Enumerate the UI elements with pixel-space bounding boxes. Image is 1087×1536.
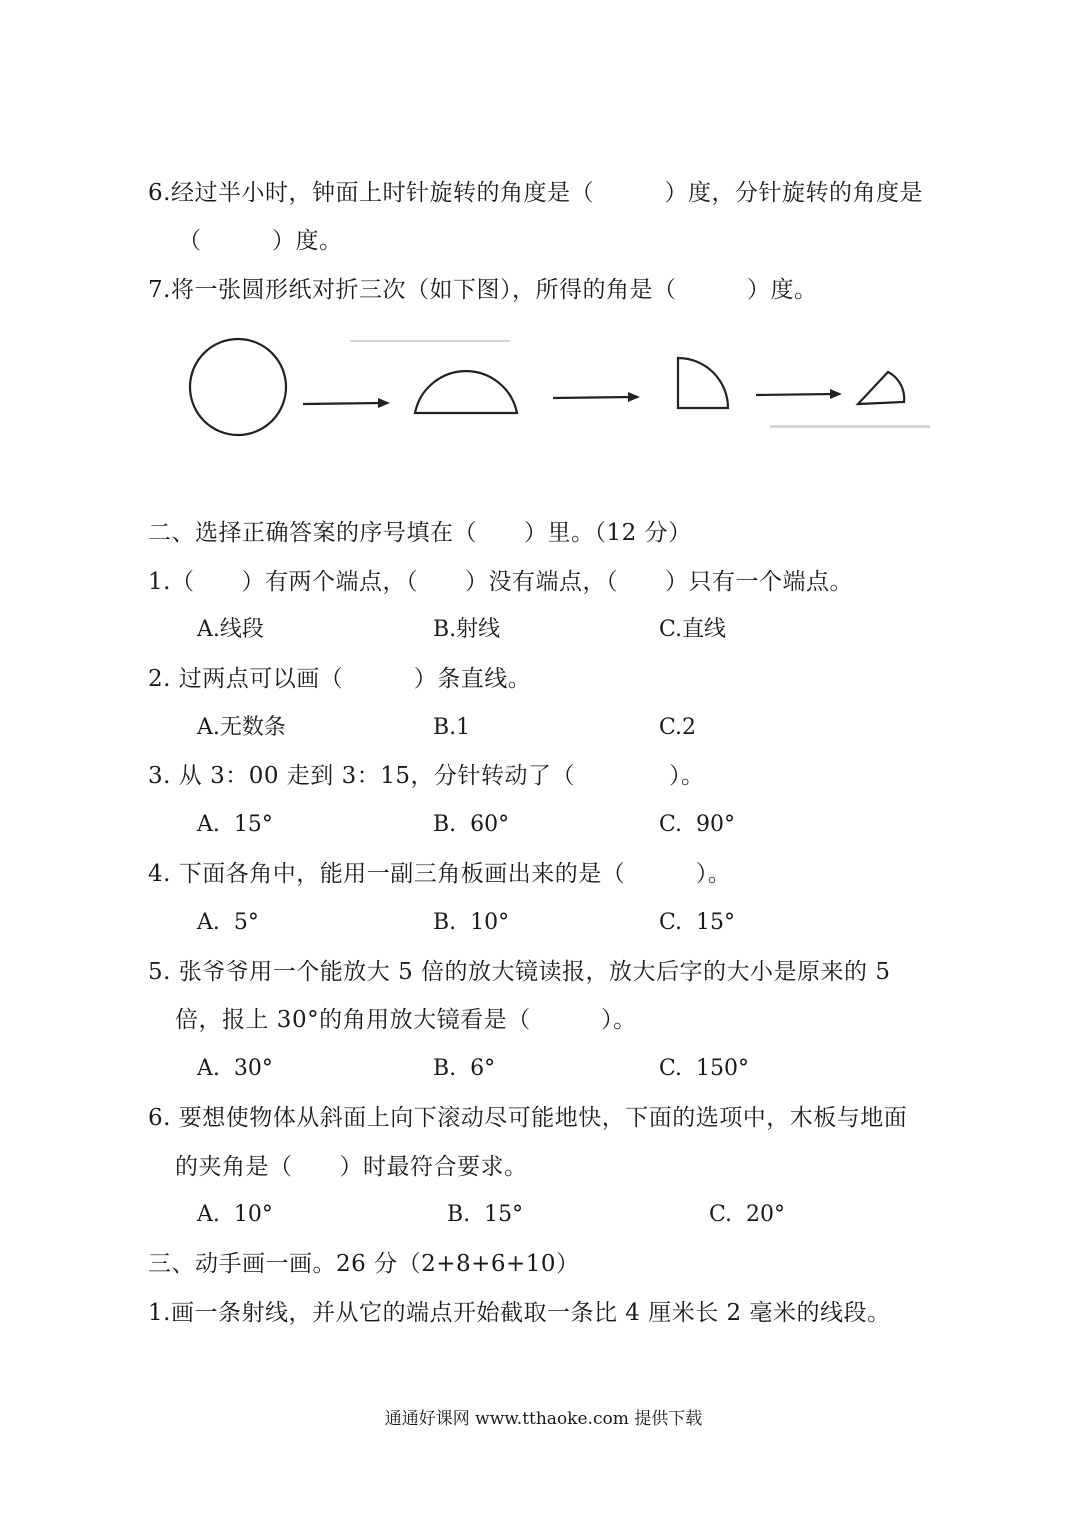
- full-circle-shape: [190, 339, 286, 435]
- choice-question-6-line-1: 6. 要想使物体从斜面上向下滚动尽可能地快，下面的选项中，木板与地面: [148, 1105, 908, 1131]
- q1-option-c: C.直线: [659, 617, 727, 642]
- choice-question-6-line-2: 的夹角是（ ）时最符合要求。: [175, 1154, 528, 1180]
- arrow-1: [303, 403, 382, 404]
- q5-option-b: B. 6°: [433, 1056, 496, 1081]
- q4-option-b: B. 10°: [433, 910, 510, 935]
- section-2-heading: 二、选择正确答案的序号填在（ ）里。（12 分）: [148, 520, 692, 546]
- choice-question-5-line-2: 倍，报上 30°的角用放大镜看是（ ）。: [175, 1007, 637, 1033]
- arrow-2: [553, 397, 632, 398]
- q3-option-b: B. 60°: [433, 812, 510, 837]
- scan-noise: [770, 425, 930, 428]
- scan-noise: [350, 340, 510, 342]
- choice-question-1: 1.（ ）有两个端点，（ ）没有端点，（ ）只有一个端点。: [148, 569, 853, 595]
- choice-question-2: 2. 过两点可以画（ ）条直线。: [148, 666, 532, 692]
- q1-option-b: B.射线: [433, 617, 501, 642]
- choice-question-3: 3. 从 3：00 走到 3：15，分针转动了（ ）。: [148, 763, 705, 789]
- q6-option-c: C. 20°: [709, 1202, 786, 1227]
- page-footer: 通通好课网 www.tthaoke.com 提供下载: [384, 1409, 703, 1429]
- q6-option-b: B. 15°: [447, 1202, 524, 1227]
- question-6-line-2: （ ）度。: [178, 228, 343, 254]
- q3-option-c: C. 90°: [659, 812, 736, 837]
- q2-option-b: B.1: [433, 715, 471, 740]
- quarter-circle-shape: [678, 358, 728, 408]
- drawing-question-1: 1.画一条射线，并从它的端点开始截取一条比 4 厘米长 2 毫米的线段。: [148, 1300, 891, 1326]
- arrow-3-head: [830, 389, 842, 399]
- question-6-line-1: 6.经过半小时，钟面上时针旋转的角度是（ ）度，分针旋转的角度是: [148, 180, 923, 206]
- question-7: 7.将一张圆形纸对折三次（如下图），所得的角是（ ）度。: [148, 277, 818, 303]
- paper-folding-figure: [170, 330, 940, 455]
- arrow-3: [756, 394, 834, 395]
- q4-option-a: A. 5°: [197, 910, 259, 935]
- semicircle-shape: [415, 371, 517, 413]
- arrow-2-head: [628, 392, 640, 402]
- q6-option-a: A. 10°: [197, 1202, 273, 1227]
- choice-question-5-line-1: 5. 张爷爷用一个能放大 5 倍的放大镜读报，放大后字的大小是原来的 5: [148, 959, 891, 985]
- section-3-heading: 三、动手画一画。26 分（2+8+6+10）: [148, 1251, 580, 1277]
- choice-question-4: 4. 下面各角中，能用一副三角板画出来的是（ ）。: [148, 861, 732, 887]
- q1-option-a: A.线段: [197, 617, 264, 642]
- q2-option-c: C.2: [659, 715, 697, 740]
- q5-option-c: C. 150°: [659, 1056, 750, 1081]
- q2-option-a: A.无数条: [197, 715, 286, 740]
- q4-option-c: C. 15°: [659, 910, 736, 935]
- eighth-circle-shape: [858, 372, 904, 404]
- q5-option-a: A. 30°: [197, 1056, 273, 1081]
- arrow-1-head: [378, 398, 390, 408]
- q3-option-a: A. 15°: [197, 812, 273, 837]
